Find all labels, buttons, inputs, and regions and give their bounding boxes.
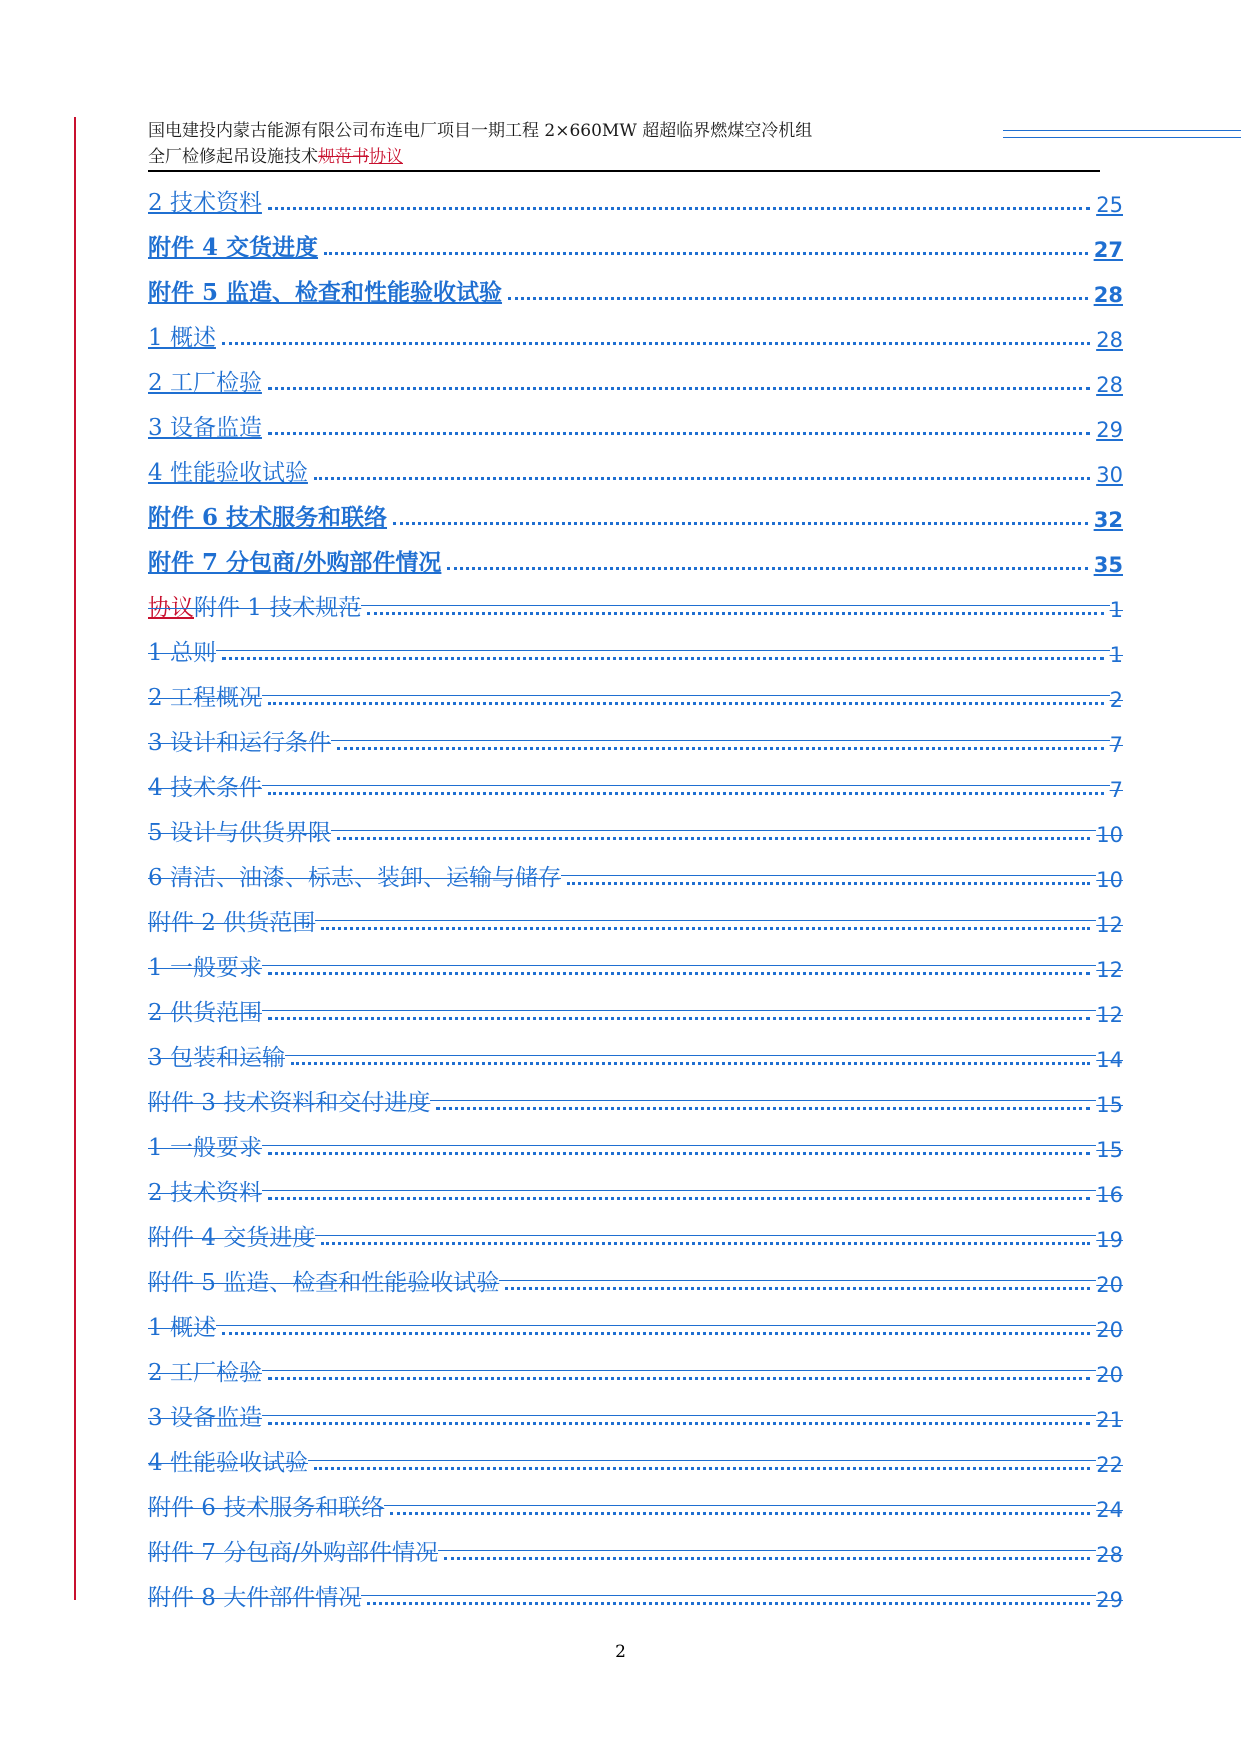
toc-page-number: 1 [1109,643,1123,667]
toc-page-number: 10 [1096,823,1123,847]
toc-page-number: 20 [1096,1363,1123,1387]
toc-page-number: 7 [1109,733,1123,757]
toc-leader-dots [390,1512,1090,1515]
toc-leader-dots [268,1377,1090,1380]
toc-leader-dots [505,1287,1090,1290]
toc-page-number: 25 [1096,193,1123,217]
toc-entry[interactable] [148,262,1123,307]
toc-entry-deleted[interactable] [148,802,1123,847]
toc-leader-dots [321,927,1090,930]
toc-page-number: 30 [1096,463,1123,487]
toc-leader-dots [337,747,1104,750]
toc-entry-deleted[interactable] [148,1117,1123,1162]
toc-entry-label: 6 清洁、油漆、标志、装卸、运输与储存 [148,865,561,891]
toc-entry-deleted[interactable] [148,937,1123,982]
toc-leader-dots [268,1422,1090,1425]
toc-entry-label: 附件 7 分包商/外购部件情况 [148,1540,439,1566]
toc-entry-deleted[interactable] [148,757,1123,802]
toc-page-number: 2 [1109,688,1123,712]
toc-page-number: 15 [1096,1093,1123,1117]
toc-entry-deleted[interactable] [148,1162,1123,1207]
toc-page-number: 19 [1096,1228,1123,1252]
header-project-title: 国电建投内蒙古能源有限公司布连电厂项目一期工程 2×660MW 超超临界燃煤空冷机组 [148,121,813,141]
toc-leader-dots [291,1062,1090,1065]
toc-entry-label: 附件 6 技术服务和联络 [148,1495,385,1521]
toc-page-number: 20 [1096,1318,1123,1342]
toc-entry-deleted[interactable] [148,1387,1123,1432]
toc-entry-deleted[interactable] [148,982,1123,1027]
toc-entry-label: 1 一般要求 [148,955,262,981]
toc-entry-label: 附件 4 交货进度 [148,234,319,261]
toc-entry-deleted[interactable] [148,892,1123,937]
toc-page-number: 28 [1096,328,1123,352]
toc-leader-dots [367,612,1103,615]
toc-entry-label: 2 技术资料 [148,190,262,216]
toc-entry[interactable] [148,307,1123,352]
toc-entry-label: 附件 2 供货范围 [148,910,316,936]
toc-entry-label: 4 性能验收试验 [148,1450,308,1476]
toc-entry-label: 2 工厂检验 [148,1360,262,1386]
toc-leader-dots [268,432,1090,435]
toc-leader-dots [268,1152,1090,1155]
toc-leader-dots [268,387,1090,390]
toc-leader-dots [436,1107,1090,1110]
revision-change-bar [74,117,76,1600]
toc-leader-dots [444,1557,1090,1560]
toc-page-number: 24 [1096,1498,1123,1522]
toc-page-number: 12 [1096,913,1123,937]
header-line-1 [148,118,1100,144]
toc-entry[interactable] [148,442,1123,487]
toc-entry-label-text: 附件 1 技术规范 [194,595,362,621]
toc-inserted-prefix: 协议 [148,595,194,621]
toc-page-number: 29 [1096,1588,1123,1612]
toc-entry-deleted[interactable] [148,667,1123,712]
toc-entry-label: 2 工程概况 [148,685,262,711]
toc-entry-label [148,589,361,622]
toc-entry-deleted[interactable] [148,1432,1123,1477]
toc-leader-dots [367,1602,1090,1605]
toc-leader-dots [447,567,1087,570]
table-of-contents [148,172,1123,1612]
toc-leader-dots [314,477,1090,480]
toc-entry[interactable] [148,532,1123,577]
toc-entry-deleted[interactable] [148,1297,1123,1342]
toc-leader-dots [314,1467,1090,1470]
toc-page-number: 12 [1096,1003,1123,1027]
toc-page-number: 29 [1096,418,1123,442]
toc-page-number: 32 [1093,508,1123,532]
toc-page-number: 20 [1096,1273,1123,1297]
toc-page-number: 28 [1093,283,1123,307]
toc-leader-dots [321,1242,1090,1245]
page-header [148,118,1100,170]
toc-page-number: 35 [1093,553,1123,577]
toc-entry-label: 5 设计与供货界限 [148,820,331,846]
toc-entry-deleted[interactable] [148,1027,1123,1072]
header-deleted-text: 规范书 [318,147,369,167]
toc-entry-label: 1 一般要求 [148,1135,262,1161]
toc-page-number: 14 [1096,1048,1123,1072]
toc-entry[interactable] [148,397,1123,442]
toc-entry-label: 3 设计和运行条件 [148,730,331,756]
toc-entry-deleted[interactable] [148,712,1123,757]
toc-entry-deleted[interactable] [148,577,1123,622]
toc-entry-label: 附件 7 分包商/外购部件情况 [148,549,442,576]
toc-entry-deleted[interactable] [148,1477,1123,1522]
toc-leader-dots [222,657,1104,660]
toc-entry-label: 2 工厂检验 [148,370,262,396]
toc-leader-dots [268,702,1104,705]
toc-leader-dots [222,1332,1090,1335]
toc-entry-label: 附件 3 技术资料和交付进度 [148,1090,431,1116]
toc-page-number: 15 [1096,1138,1123,1162]
toc-page-number: 7 [1109,778,1123,802]
toc-entry-label: 1 总则 [148,640,216,666]
toc-entry-deleted[interactable] [148,1342,1123,1387]
toc-entry-label: 附件 5 监造、检查和性能验收试验 [148,279,503,306]
toc-entry-label: 3 包装和运输 [148,1045,285,1071]
header-fill-lines [1003,130,1241,138]
toc-entry[interactable] [148,172,1123,217]
toc-leader-dots [508,297,1088,300]
toc-entry-label: 4 性能验收试验 [148,460,308,486]
toc-entry-label: 2 技术资料 [148,1180,262,1206]
toc-entry-deleted[interactable] [148,1207,1123,1252]
toc-entry-label: 3 设备监造 [148,1405,262,1431]
page-number: 2 [615,1642,626,1662]
header-doc-title: 全厂检修起吊设施技术 [148,147,318,167]
toc-entry-deleted[interactable] [148,1522,1123,1567]
toc-entry-label: 1 概述 [148,325,216,351]
toc-entry-deleted[interactable] [148,1072,1123,1117]
toc-page-number: 12 [1096,958,1123,982]
toc-leader-dots [268,792,1104,795]
toc-entry[interactable] [148,217,1123,262]
toc-entry[interactable] [148,352,1123,397]
toc-leader-dots [268,972,1090,975]
toc-entry-deleted[interactable] [148,622,1123,667]
toc-page-number: 27 [1093,238,1123,262]
toc-leader-dots [222,342,1090,345]
toc-entry-label: 1 概述 [148,1315,216,1341]
toc-entry-label: 附件 4 交货进度 [148,1225,316,1251]
toc-entry-deleted[interactable] [148,1567,1123,1612]
toc-page-number: 16 [1096,1183,1123,1207]
toc-entry-label: 附件 8 大件部件情况 [148,1585,362,1611]
header-inserted-text: 协议 [369,147,403,167]
toc-entry-deleted[interactable] [148,1252,1123,1297]
toc-leader-dots [268,207,1090,210]
toc-page-number: 10 [1096,868,1123,892]
toc-entry-label: 附件 6 技术服务和联络 [148,504,388,531]
toc-entry-label: 附件 5 监造、检查和性能验收试验 [148,1270,500,1296]
toc-leader-dots [268,1017,1090,1020]
toc-leader-dots [324,252,1088,255]
toc-entry-deleted[interactable] [148,847,1123,892]
toc-page-number: 22 [1096,1453,1123,1477]
toc-page-number: 28 [1096,373,1123,397]
toc-entry[interactable] [148,487,1123,532]
toc-leader-dots [337,837,1090,840]
header-line-2 [148,144,1100,170]
toc-entry-label: 4 技术条件 [148,775,262,801]
toc-leader-dots [393,522,1088,525]
toc-leader-dots [268,1197,1090,1200]
toc-page-number: 28 [1096,1543,1123,1567]
toc-page-number: 21 [1096,1408,1123,1432]
toc-entry-label: 2 供货范围 [148,1000,262,1026]
toc-leader-dots [567,882,1090,885]
toc-page-number: 1 [1109,598,1123,622]
toc-entry-label: 3 设备监造 [148,415,262,441]
